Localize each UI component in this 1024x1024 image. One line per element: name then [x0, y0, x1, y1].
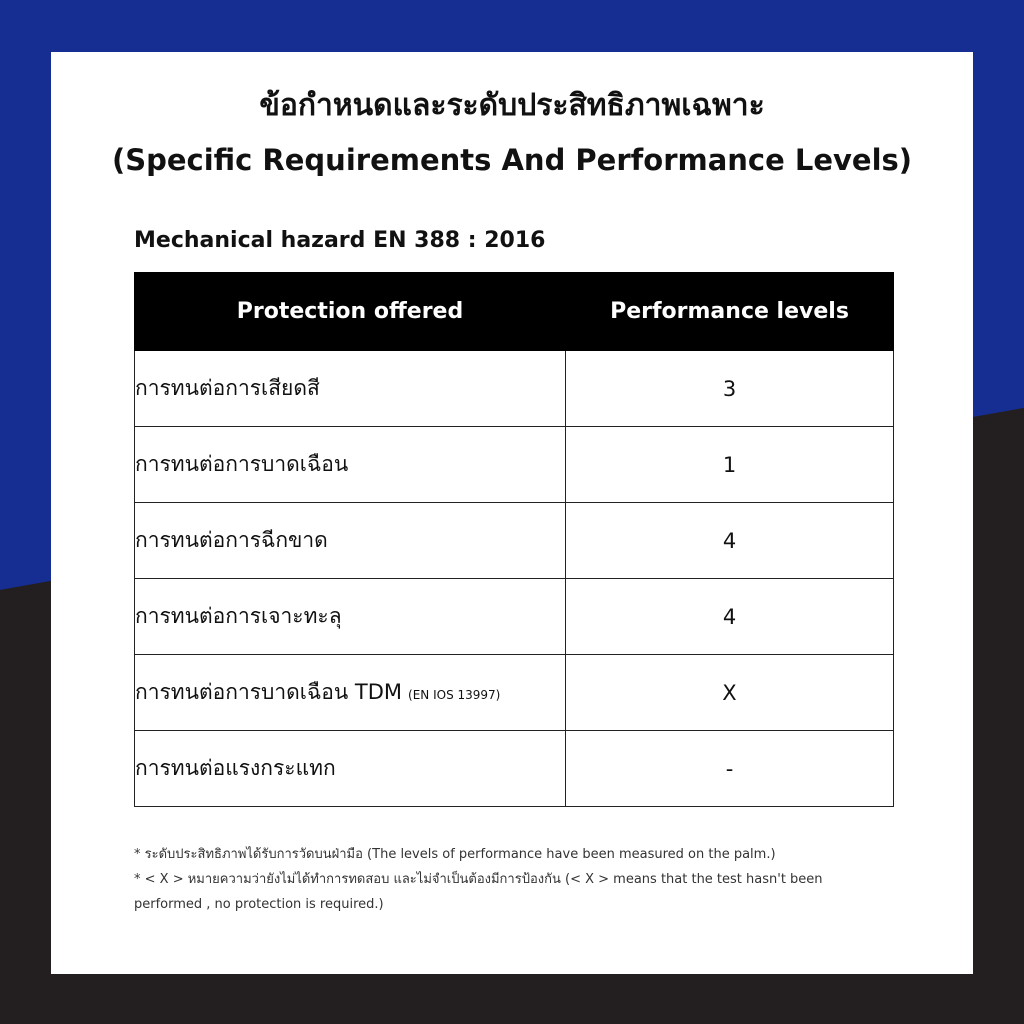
table-header-row — [135, 273, 894, 351]
level-cell: 3 — [566, 351, 894, 427]
level-cell: 4 — [566, 503, 894, 579]
level-cell: 4 — [566, 579, 894, 655]
table-row — [135, 427, 894, 503]
level-cell: X — [566, 655, 894, 731]
table-row — [135, 579, 894, 655]
protection-label: การทนต่อการเจาะทะลุ — [135, 604, 342, 628]
protection-cell — [135, 731, 566, 807]
protection-label: การทนต่อการบาดเฉือน TDM — [135, 680, 403, 704]
protection-cell — [135, 579, 566, 655]
protection-label: การทนต่อแรงกระแทก — [135, 756, 336, 780]
standard-label: Mechanical hazard EN 388 : 2016 — [134, 228, 546, 253]
protection-cell — [135, 351, 566, 427]
level-cell: 1 — [566, 427, 894, 503]
header-performance-levels: Performance levels — [566, 273, 894, 351]
level-cell: - — [566, 731, 894, 807]
footnotes — [134, 842, 894, 917]
title-thai: ข้อกำหนดและระดับประสิทธิภาพเฉพาะ — [259, 88, 765, 123]
table-row — [135, 731, 894, 807]
table-row — [135, 503, 894, 579]
protection-label: การทนต่อการเสียดสี — [135, 376, 320, 400]
protection-label: การทนต่อการฉีกขาด — [135, 528, 328, 552]
table-row — [135, 351, 894, 427]
footnote-measured-on-palm: * ระดับประสิทธิภาพได้รับการวัดบนฝ่ามือ (The levels of performance have been measured on the palm.) — [134, 847, 776, 862]
footnote-x-meaning: * < X > หมายความว่ายังไม่ได้ทำการทดสอบ และไม่จำเป็นต้องมีการป้องกัน (< X > means that the test hasn't been performed , no protection is required.) — [134, 872, 823, 912]
performance-table — [134, 272, 894, 807]
header-protection-offered: Protection offered — [135, 273, 566, 351]
protection-cell — [135, 503, 566, 579]
standard-note: (EN IOS 13997) — [408, 688, 501, 702]
protection-cell — [135, 427, 566, 503]
title-english: (Specific Requirements And Performance Levels) — [111, 143, 913, 177]
table-row — [135, 655, 894, 731]
protection-cell — [135, 655, 566, 731]
protection-label: การทนต่อการบาดเฉือน — [135, 452, 349, 476]
